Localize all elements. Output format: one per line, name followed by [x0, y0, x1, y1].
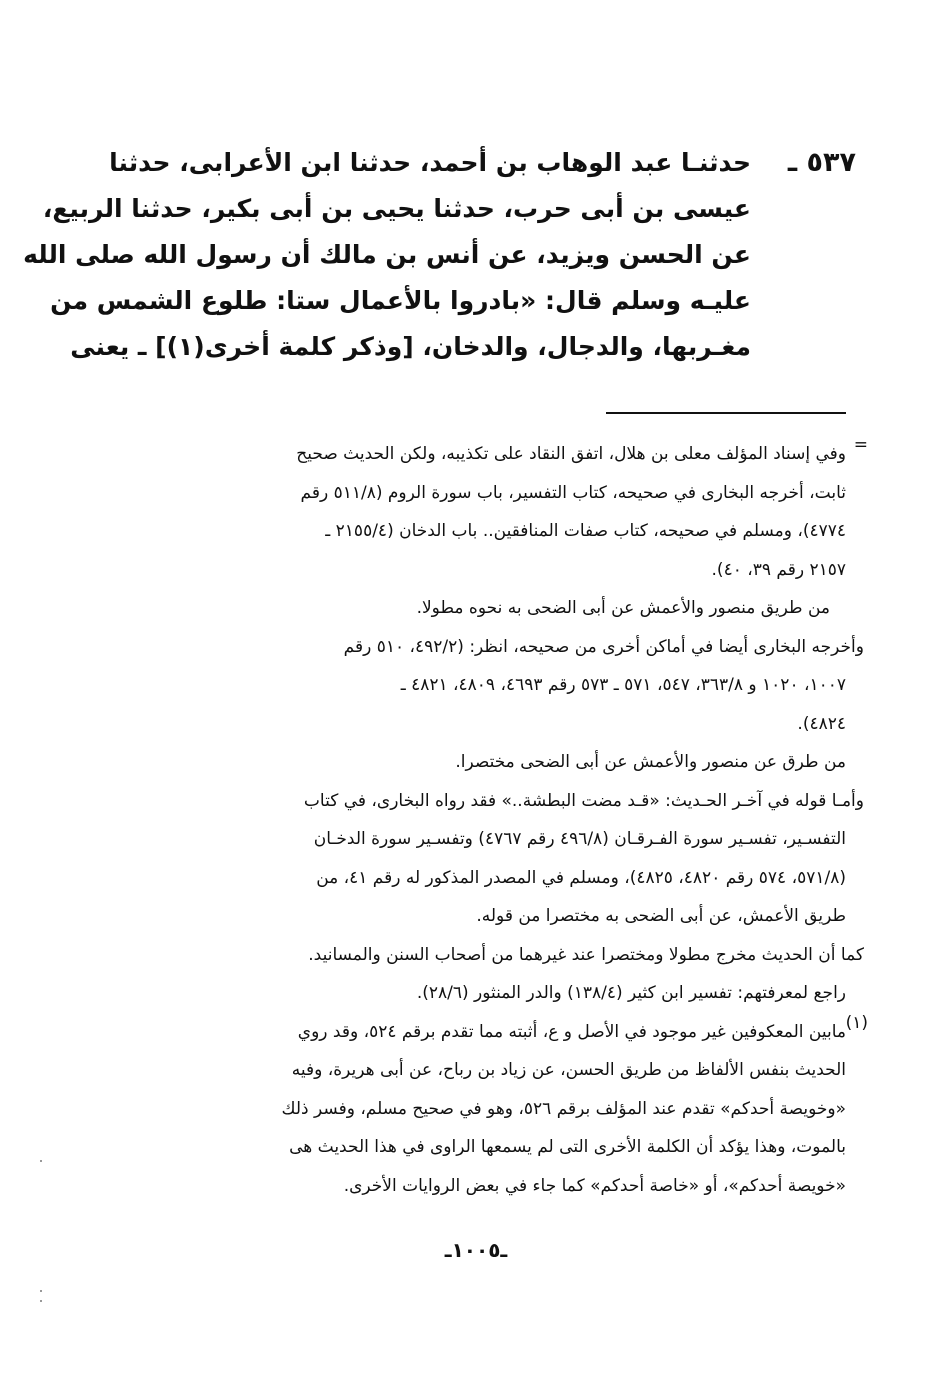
footnote-line: طريق الأعمش، عن أبى الضحى به مختصرا من قوله.: [476, 906, 846, 926]
scan-speck: [40, 1160, 42, 1162]
footnote-line: وأمـا قوله في آخـر الحـديث: «قـد مضت البطشة..» فقد رواه البخارى، في كتاب: [303, 790, 864, 811]
page-number: ـ١٠٠٥ـ: [444, 1238, 508, 1262]
hadith-number: ٥٣٧ ـ: [787, 147, 856, 178]
hadith-text: [23, 140, 751, 370]
hadith-line: حدثنـا عبد الوهاب بن أحمد، حدثنا ابن الأعرابى، حدثنا: [109, 148, 751, 177]
footnote-separator: [606, 412, 846, 414]
footnote-line: ٤٨٢٤).: [797, 713, 846, 734]
footnote-line: ١٠٠٧، ١٠٢٠ و ٣٦٣/٨، ٥٤٧، ٥٧١ ـ ٥٧٣ رقم ٤٦٩٣، ٤٨٠٩، ٤٨٢١ ـ: [400, 675, 846, 695]
footnote-line: الحديث بنفس الألفاظ من طريق الحسن، عن زياد بن رباح، عن أبى هريرة، وفيه: [291, 1060, 846, 1080]
hadith-line: مغـربها، والدجال، والدخان، [وذكر كلمة أخرى(١)] ـ يعنى: [70, 332, 751, 361]
footnote-line: ثابت، أخرجه البخارى في صحيحه، كتاب التفسير، باب سورة الروم (٥١١/٨ رقم: [300, 482, 846, 503]
footnote-line: من طرق عن منصور والأعمش عن أبى الضحى مختصرا.: [455, 752, 846, 772]
footnote-line: ٤٧٧٤)، ومسلم في صحيحه، كتاب صفات المنافقين.. باب الدخان (٢١٥٥/٤ ـ: [325, 521, 846, 541]
footnotes-block: [130, 435, 868, 1205]
footnote-line: راجع لمعرفتهم: تفسير ابن كثير (١٣٨/٤) والدر المنثور (٢٨/٦).: [416, 983, 846, 1003]
footnote-continued: [130, 435, 868, 474]
hadith-line: عيسى بن أبى حرب، حدثنا يحيى بن أبى بكير، حدثنا الربيع،: [42, 194, 751, 223]
footnote-line: بالموت، وهذا يؤكد أن الكلمة الأخرى التى لم يسمعها الراوى في هذا الحديث هى: [289, 1137, 846, 1157]
footnote-line: وأخرجه البخارى أيضا في أماكن أخرى من صحيحه، انظر: (٤٩٢/٢، ٥١٠ رقم: [343, 636, 864, 657]
footnote-1-marker: (١): [845, 1012, 868, 1033]
continuation-marker: =: [853, 435, 868, 455]
footnote-line: وفي إسناد المؤلف معلى بن هلال، اتفق النقاد على تكذيبه، ولكن الحديث صحيح: [296, 444, 846, 464]
scan-speck: [40, 1300, 42, 1302]
footnote-line: من طريق منصور والأعمش عن أبى الضحى به نحوه مطولا.: [416, 598, 830, 618]
footnote-line: كما أن الحديث مخرج مطولا ومختصرا عند غيرهما من أصحاب السنن والمسانيد.: [308, 944, 864, 965]
footnote-line: «خويصة أحدكم»، أو «خاصة أحدكم» كما جاء في بعض الروايات الأخرى.: [343, 1175, 846, 1196]
footnote-line: التفسـير، تفسـير سورة الفـرقـان (٤٩٦/٨ رقم ٤٧٦٧) وتفسـير سورة الدخـان: [313, 829, 846, 849]
hadith-line: عن الحسن ويزيد، عن أنس بن مالك أن رسول الله صلى الله: [23, 240, 751, 269]
hadith-block: [23, 140, 856, 370]
footnote-line: (٥٧١/٨، ٥٧٤ رقم ٤٨٢٠، ٤٨٢٥)، ومسلم في المصدر المذكور له رقم ٤١، من: [316, 867, 846, 888]
footnote-line: ٢١٥٧ رقم ٣٩، ٤٠).: [711, 559, 846, 580]
hadith-line: عليـه وسلم قال: «بادروا بالأعمال ستا: طلوع الشمس من: [50, 286, 751, 315]
footnote-1: [130, 1012, 868, 1052]
footnote-line: «وخويصة أحدكم» تقدم عند المؤلف برقم ٥٢٦، وهو في صحيح مسلم، وفسر ذلك: [281, 1098, 846, 1119]
scan-speck: [40, 1290, 42, 1292]
footnote-line: مابين المعكوفين غير موجود في الأصل و ع، أثبته مما تقدم برقم ٥٢٤، وقد روي: [297, 1021, 846, 1042]
